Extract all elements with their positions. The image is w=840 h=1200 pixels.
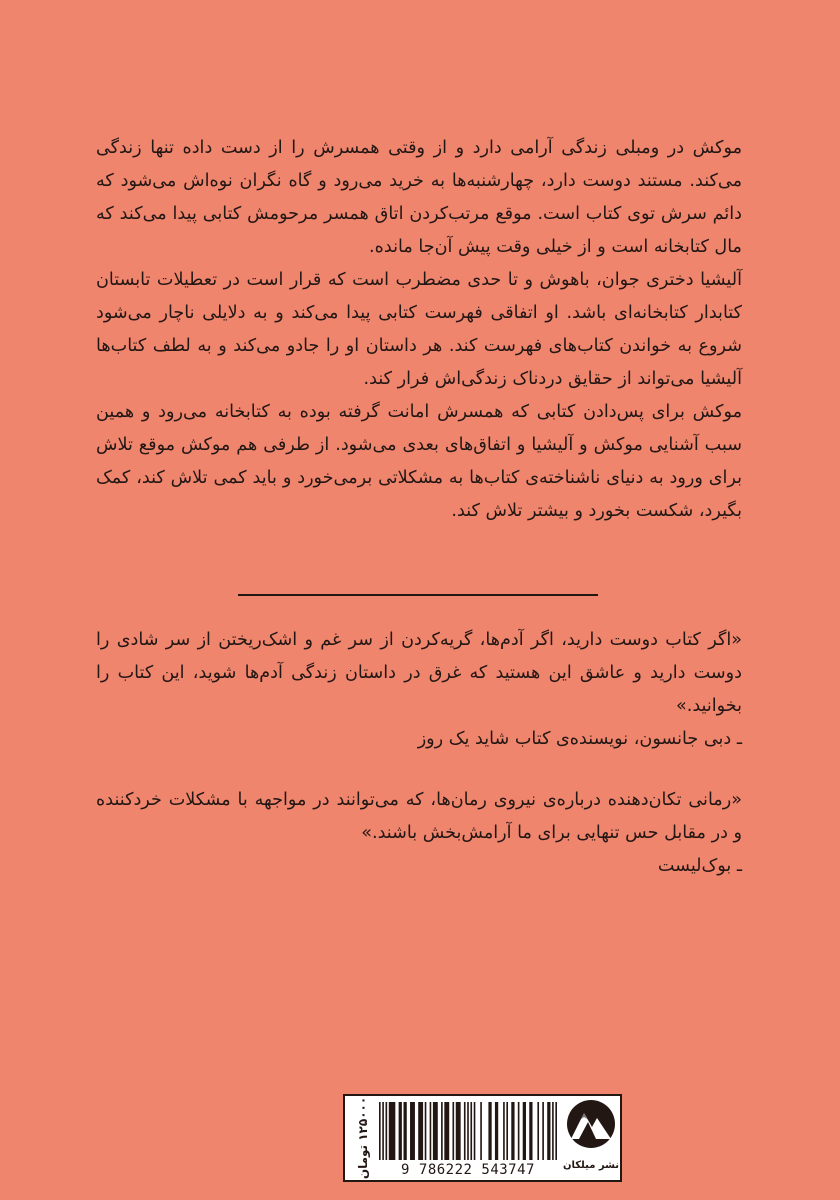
synopsis-section	[96, 132, 742, 528]
review-quote-1-attribution: ـ دبی جانسون، نویسنده‌ی کتاب شاید یک روز	[417, 729, 742, 749]
price-text: ۱۲۵۰۰۰ تومان	[356, 1096, 370, 1180]
isbn-digits: 9 786222 543747	[401, 1162, 535, 1178]
synopsis-paragraph-1: موکش در ومبلی زندگی آرامی دارد و از وقتی همسرش را از دست داده تنها زندگی می‌کند. مستند دوست دارد، چهارشنبه‌ها به خرید می‌رود و گاه نگران نوه‌اش می‌شود که دائم سرش توی کتاب است. موقع مرتب‌کردن اتاق همسر مرحومش کتابی پیدا می‌کند که مال کتابخانه است و از خیلی وقت پیش آن‌جا مانده.	[96, 138, 742, 257]
review-quote-2	[96, 784, 742, 883]
mountains-logo-icon	[566, 1099, 616, 1149]
synopsis-paragraph-3: موکش برای پس‌دادن کتابی که همسرش امانت گرفته بوده به کتابخانه می‌رود و همین سبب آشنایی موکش و آلیشیا و اتفاق‌های بعدی می‌شود. از طرفی هم موکش موقع تلاش برای ورود به دنیای ناشناخته‌ی کتاب‌ها به مشکلاتی برمی‌خورد و باید کمی تلاش کند، کمک بگیرد، شکست بخورد و بیشتر تلاش کند.	[96, 402, 742, 521]
synopsis-paragraph-2: آلیشیا دختری جوان، باهوش و تا حدی مضطرب است که قرار است در تعطیلات تابستان کتابدار کتابخانه‌ای باشد. او اتفاقی فهرست کتابی پیدا می‌کند و به دلایلی ناچار می‌شود شروع به خواندن کتاب‌های فهرست کند. هر داستان او را جادو می‌کند و به لطف کتاب‌ها آلیشیا می‌تواند از حقایق دردناک زندگی‌اش فرار کند.	[96, 270, 742, 389]
review-quote-1-text: «اگر کتاب دوست دارید، اگر آدم‌ها، گریه‌کردن از سر غم و اشک‌ریختن از سر شادی را دوست دارید و عاشق این هستید که غرق در داستان زندگی آدم‌ها شوید، این کتاب را بخوانید.»	[96, 630, 742, 716]
price-label	[352, 1096, 374, 1180]
section-divider	[238, 594, 598, 596]
publisher-name: نشر میلکان	[562, 1160, 620, 1171]
review-quote-2-attribution: ـ بوک‌لیست	[657, 856, 742, 876]
review-quote-2-text: «رمانی تکان‌دهنده درباره‌ی نیروی رمان‌ها، که می‌توانند در مواجهه با مشکلات خردکننده و در مقابل حس تنهایی برای ما آرامش‌بخش باشند.»	[96, 790, 742, 843]
review-quote-1	[96, 624, 742, 756]
isbn-barcode	[379, 1102, 557, 1160]
